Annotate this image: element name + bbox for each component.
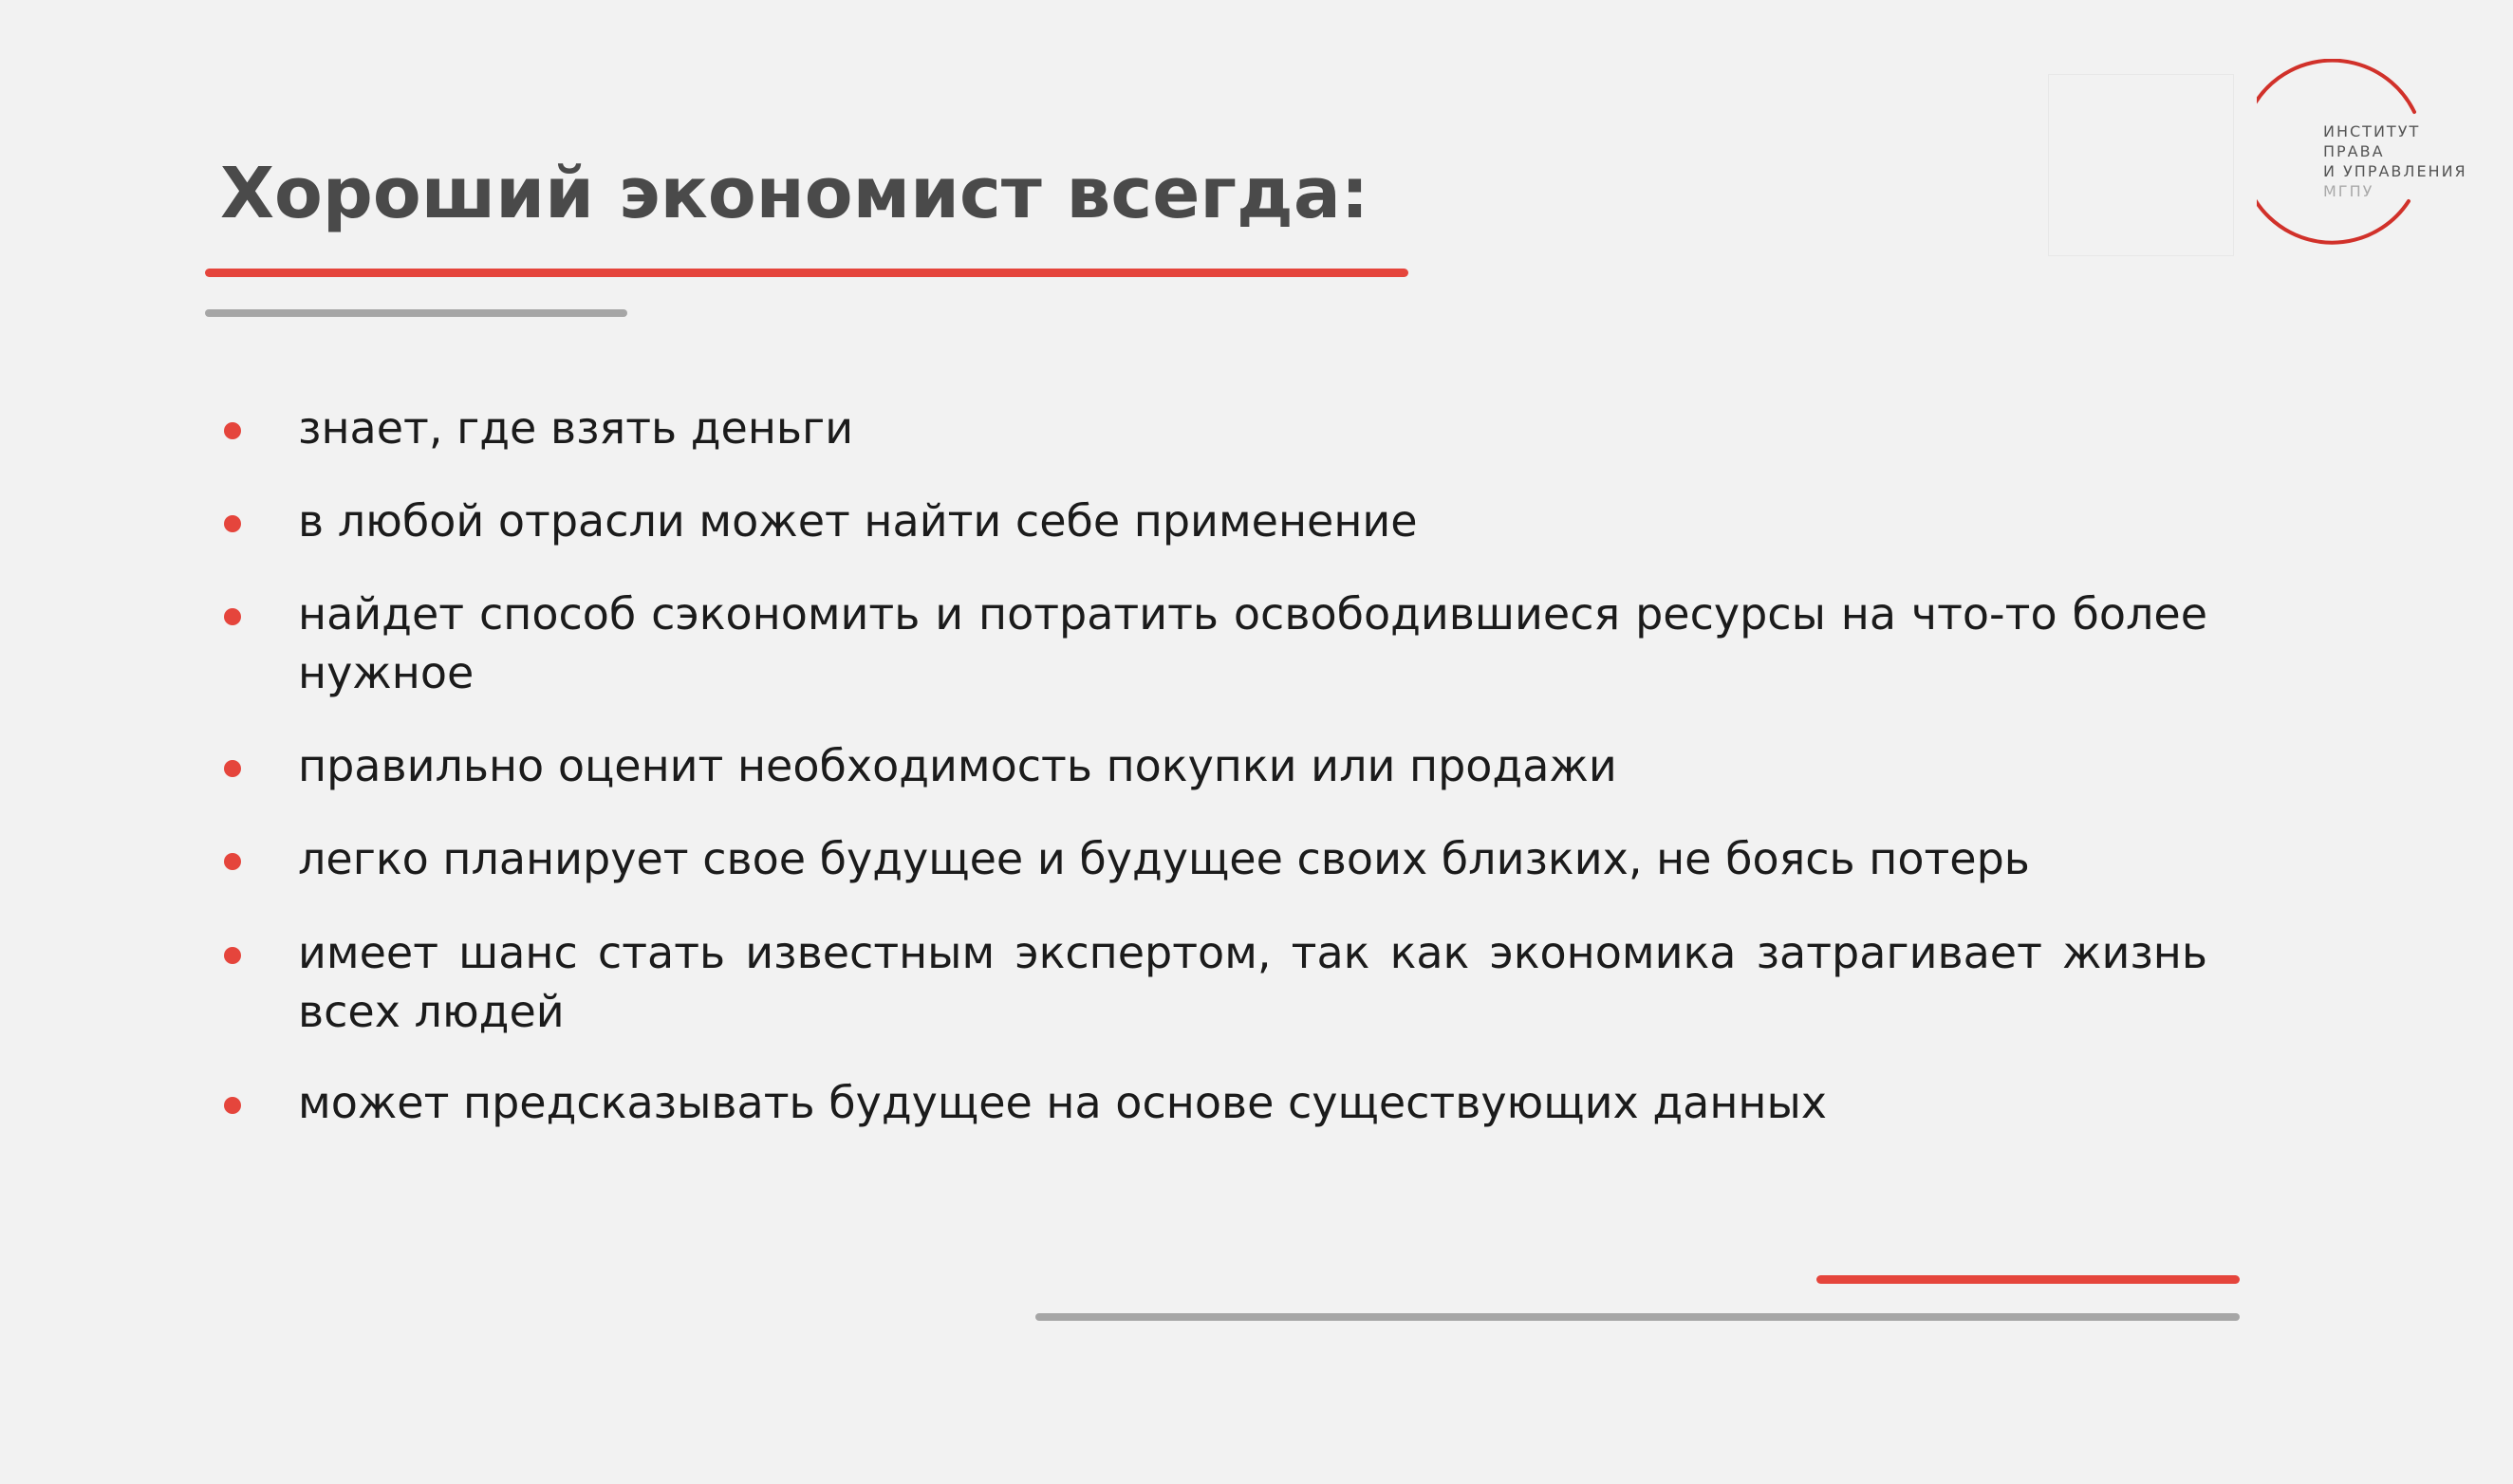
logo-line: МГПУ bbox=[2323, 182, 2374, 200]
bullet-text: легко планирует свое будущее и будущее своих близких, не боясь потерь bbox=[298, 833, 2030, 884]
logo-line: ИНСТИТУТ bbox=[2323, 122, 2421, 140]
bullet-dot-icon bbox=[224, 947, 241, 964]
bullet-text: в любой отрасли может найти себе применение bbox=[298, 495, 1418, 547]
bullet-text: имеет шанс стать известным экспертом, так как экономика затрагивает жизнь всех людей bbox=[298, 927, 2207, 1037]
footer-rule-gray bbox=[1035, 1313, 2240, 1321]
footer-rule-red bbox=[1816, 1275, 2240, 1284]
bullet-dot-icon bbox=[224, 422, 241, 439]
bullet-dot-icon bbox=[224, 1097, 241, 1114]
bullet-text: знает, где взять деньги bbox=[298, 402, 854, 454]
institute-logo bbox=[2048, 59, 2467, 249]
bullet-text: найдет способ сэкономить и потратить освободившиеся ресурсы на что-то более нужное bbox=[298, 588, 2207, 698]
logo-frame bbox=[2048, 74, 2234, 256]
bullet-dot-icon bbox=[224, 608, 241, 625]
logo-line: И УПРАВЛЕНИЯ bbox=[2323, 162, 2467, 180]
bullet-dot-icon bbox=[224, 760, 241, 777]
logo-text bbox=[2323, 121, 2467, 201]
bullet-dot-icon bbox=[224, 853, 241, 870]
logo-line: ПРАВА bbox=[2323, 142, 2385, 160]
title-underline-red bbox=[205, 269, 1408, 277]
bullet-text: может предсказывать будущее на основе существующих данных bbox=[298, 1077, 1828, 1128]
slide-title: Хороший экономист всегда: bbox=[220, 153, 1369, 234]
title-underline-gray bbox=[205, 309, 627, 317]
bullet-dot-icon bbox=[224, 515, 241, 532]
bullet-text: правильно оценит необходимость покупки или продажи bbox=[298, 740, 1617, 791]
